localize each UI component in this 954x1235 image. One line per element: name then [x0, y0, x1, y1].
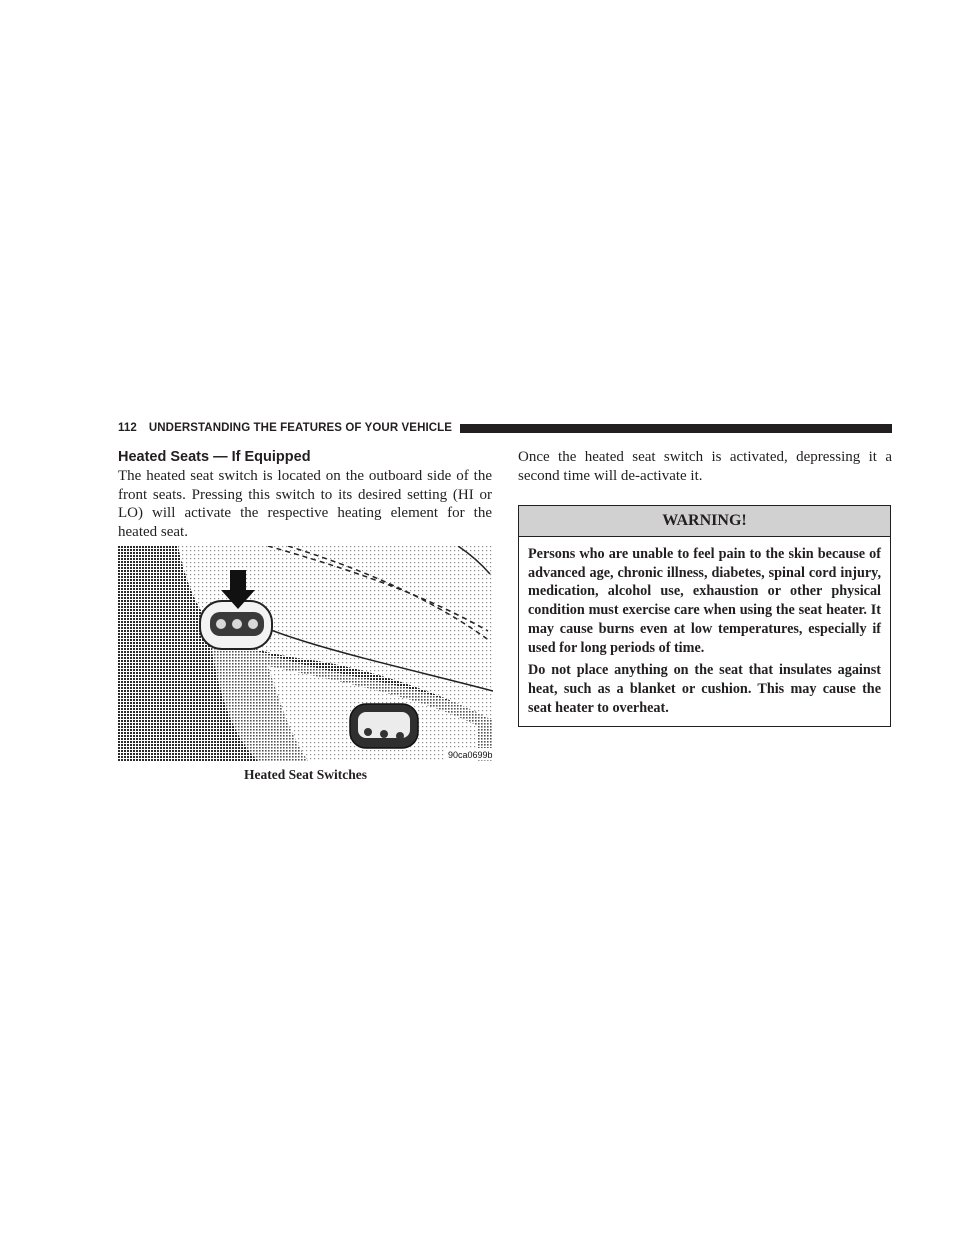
warning-paragraph: Persons who are unable to feel pain to the skin because of advanced age, chronic illness, diabetes, spinal cord injury, medication, alcohol use, exhaustion or other physical condition must exercise care when using the seat heater. It may cause burns even at low temperatures, especially if used for long periods of time.	[528, 546, 881, 656]
warning-paragraph: Do not place anything on the seat that insulates against heat, such as a blanket or cushion. This may cause the seat heater to overheat.	[528, 662, 881, 716]
warning-body	[519, 537, 890, 726]
section-heading: Heated Seats — If Equipped	[118, 449, 311, 465]
header-rule	[460, 424, 892, 433]
header-title: UNDERSTANDING THE FEATURES OF YOUR VEHICLE	[148, 422, 453, 434]
page-number: 112	[118, 422, 137, 434]
page-header	[118, 419, 892, 437]
warning-box	[518, 505, 891, 727]
intro-paragraph: The heated seat switch is located on the outboard side of the front seats. Pressing this switch to its desired setting (HI or LO) will activate the respective heating element for the heated seat.	[118, 468, 492, 541]
deactivate-paragraph: Once the heated seat switch is activated, depressing it a second time will de-activate it.	[518, 449, 892, 484]
figure-caption: Heated Seat Switches	[244, 767, 367, 782]
heated-seat-switches-illustration	[118, 546, 493, 761]
warning-title: WARNING!	[519, 506, 890, 537]
figure-code: 90ca0699b	[448, 750, 493, 760]
left-column	[118, 448, 492, 542]
right-column	[518, 448, 892, 485]
